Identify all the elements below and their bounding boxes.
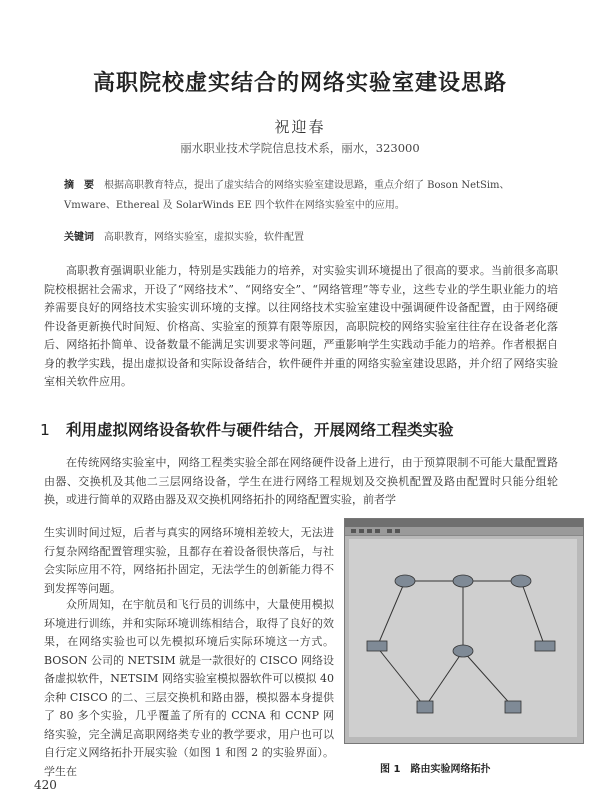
topology-link bbox=[521, 581, 545, 647]
switch-node-icon bbox=[367, 641, 387, 651]
keywords bbox=[64, 228, 544, 248]
section-title: 利用虚拟网络设备软件与硬件结合，开展网络工程类实验 bbox=[66, 421, 454, 439]
figure-screenshot bbox=[344, 518, 584, 744]
router-node-icon bbox=[511, 575, 531, 587]
pc-node-icon bbox=[417, 701, 433, 713]
pc-node-icon bbox=[505, 701, 521, 713]
topology-link bbox=[425, 651, 463, 707]
topology-link bbox=[463, 651, 513, 707]
figure-caption-text: 路由实验网络拓扑 bbox=[410, 764, 491, 775]
router-node-icon bbox=[395, 575, 415, 587]
topology-link bbox=[377, 647, 425, 707]
keywords-text: 高职教育，网络实验室，虚拟实验，软件配置 bbox=[104, 232, 304, 243]
figure-window-toolbar bbox=[345, 527, 583, 536]
intro-paragraph: 高职教育强调职业能力，特别是实践能力的培养，对实验实训环境提出了很高的要求。当前很多高职院校根据社会需求，开设了“网络技术”、“网络安全”、“网络管理”等专业，这些专业的学生职业能力的培养需要良好的网络技术实验实训环境的支撑。以往网络技术实验室建设中强调硬件设备配置，由于网络硬件设备更新换代时间短、价格高、实验室的预算有限等原因，高职院校的网络实验室往往存在设备老化落后、网络拓扑简单、设备数量不能满足实训要求等问题，严重影响学生实践动手能力的培养。作者根据自身的教学实践，提出虚拟设备和实际设备结合，软件硬件并重的网络实验室建设思路，并介绍了网络实验室相关软件应用。 bbox=[44, 264, 558, 388]
body-paragraph-3: 众所周知，在宇航员和飞行员的训练中，大量使用模拟环境进行训练，并和实际环境训练相结合，取得了良好的效果，在网络实验也可以先模拟环境后实际环境这一方式。BOSON 公司的 NETSIM 就是一款很好的 CISCO 网络设备虚拟软件，NETSIM 网络实验室模拟器软件可以模拟 40 余种 CISCO 的二、三层交换机和路由器，模拟器本身提供了 80 多个实验，几乎覆盖了所有的 CCNA 和 CCNP 网络实验，完全满足高职网络类专业的教学要求，用户也可以自行定义网络拓扑开展实验（如图 1 和图 2 的实验界面）。学生在 bbox=[44, 598, 334, 778]
author-name: 祝迎春 bbox=[274, 118, 326, 136]
topology-links bbox=[377, 581, 545, 707]
router-node-icon bbox=[453, 645, 473, 657]
figure-window-titlebar bbox=[345, 519, 583, 527]
router-node-icon bbox=[453, 575, 473, 587]
keywords-label: 关键词 bbox=[64, 232, 94, 243]
topology-canvas bbox=[349, 539, 577, 737]
abstract-label: 摘 要 bbox=[64, 180, 94, 191]
abstract bbox=[64, 176, 544, 216]
section-number: 1 bbox=[40, 421, 50, 439]
body-paragraph-2: 生实训时间过短，后者与真实的网络环境相差较大，无法进行复杂网络配置管理实验，且都存在着设备很快落后，与社会实际应用不符，网络拓扑固定，无法学生的创新能力得不到发挥等问题。 bbox=[44, 526, 334, 595]
section-heading bbox=[40, 418, 560, 440]
abstract-text: 根据高职教育特点，提出了虚实结合的网络实验室建设思路，重点介绍了 Boson NetSim、Vmware、Ethereal 及 SolarWinds EE 四个软件在网络实验室中的应用。 bbox=[64, 180, 510, 211]
network-topology-diagram bbox=[349, 539, 577, 737]
author-affiliation: 丽水职业技术学院信息技术系，丽水，323000 bbox=[180, 141, 420, 155]
switch-node-icon bbox=[535, 641, 555, 651]
topology-link bbox=[377, 581, 405, 647]
paper-title: 高职院校虚实结合的网络实验室建设思路 bbox=[92, 71, 507, 96]
body-paragraph-1: 在传统网络实验室中，网络工程类实验全部在网络硬件设备上进行，由于预算限制不可能大量配置路由器、交换机及其他二三层网络设备，学生在进行网络工程规划及交换机配置及路由配置时只能分组轮换，或进行简单的双路由器及双交换机网络拓扑的网络配置实验，前者学 bbox=[44, 456, 558, 506]
figure-label: 图 1 bbox=[380, 764, 401, 775]
page-number: 420 bbox=[34, 778, 57, 792]
figure-caption bbox=[380, 760, 490, 775]
